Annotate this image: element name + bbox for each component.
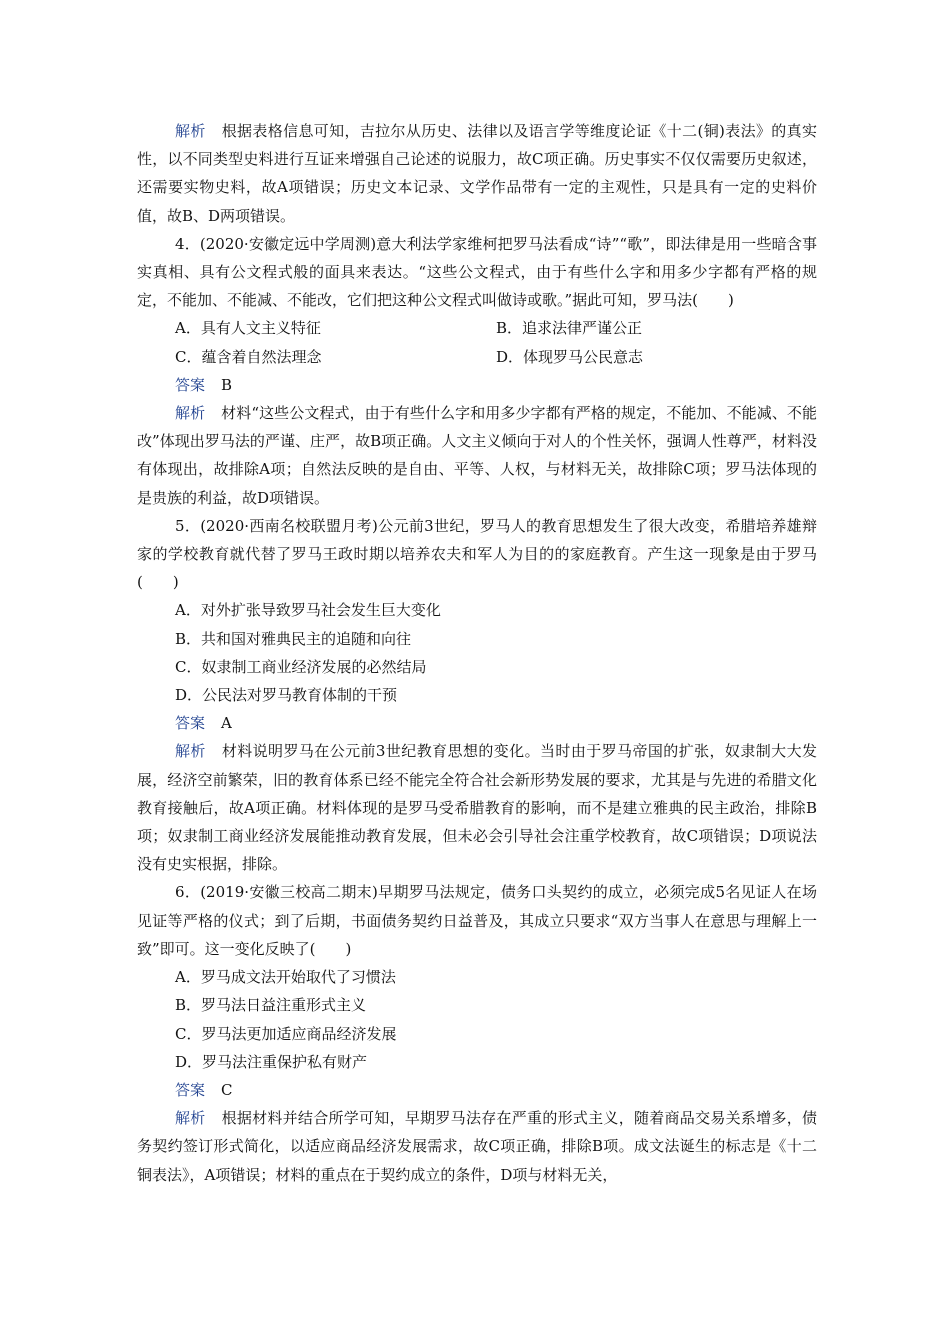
q4-options-row-1: [137, 314, 817, 342]
q4-answer-value: B: [221, 375, 233, 394]
q6-option-c: C．罗马法更加适应商品经济发展: [175, 1024, 397, 1043]
q3-analysis-text: 根据表格信息可知，吉拉尔从历史、法律以及语言学等维度论证《十二(铜)表法》的真实性，以不同类型史料进行互证来增强自己论述的说服力，故C项正确。历史事实不仅仅需要历史叙述，还需要实物史料，故A项错误；历史文本记录、文学作品带有一定的主观性，只是具有一定的史料价值，故B、D两项错误。: [137, 122, 817, 225]
q5-answer: [137, 709, 817, 737]
q6-option-b: B．罗马法日益注重形式主义: [175, 996, 367, 1015]
q6-analysis: [137, 1104, 817, 1189]
q4-analysis-text: 材料“这些公文程式，由于有些什么字和用多少字都有严格的规定，不能加、不能减、不能改”体现出罗马法的严谨、庄严，故B项正确。人文主义倾向于对人的个性关怀，强调人性尊严，材料没有体现出，故排除A项；自然法反映的是自由、平等、人权，与材料无关，故排除C项；罗马法体现的是贵族的利益，故D项错误。: [137, 404, 817, 507]
answer-label: 答案: [175, 1080, 206, 1099]
q6-option-d: D．罗马法注重保护私有财产: [175, 1052, 368, 1071]
analysis-label: 解析: [175, 404, 206, 423]
q5-analysis-text: 材料说明罗马在公元前3世纪教育思想的变化。当时由于罗马帝国的扩张，奴隶制大大发展，经济空前繁荣，旧的教育体系已经不能完全符合社会新形势发展的要求，尤其是与先进的希腊文化教育接触后，故A项正确。材料体现的是罗马受希腊教育的影响，而不是建立雅典的民主政治，排除B项；奴隶制工商业经济发展能推动教育发展，但未必会引导社会注重学校教育，故C项错误；D项说法没有史实根据，排除。: [137, 742, 817, 874]
q4-analysis: [137, 399, 817, 512]
q4-option-c: C．蕴含着自然法理念: [175, 347, 322, 366]
q5-option-a: A．对外扩张导致罗马社会发生巨大变化: [175, 601, 441, 620]
answer-label: 答案: [175, 714, 206, 733]
q5-option-d: D．公民法对罗马教育体制的干预: [175, 686, 398, 705]
q5-answer-value: A: [221, 714, 232, 733]
q6-answer: [137, 1076, 817, 1104]
analysis-label: 解析: [175, 1109, 206, 1128]
q6-answer-value: C: [221, 1080, 233, 1099]
answer-label: 答案: [175, 375, 206, 394]
q3-analysis: [137, 117, 817, 230]
q5-option-c: C．奴隶制工商业经济发展的必然结局: [175, 657, 427, 676]
q5-option-b: B．共和国对雅典民主的追随和向往: [175, 629, 412, 648]
q5-stem: 5．(2020·西南名校联盟月考)公元前3世纪，罗马人的教育思想发生了很大改变，希腊培养雄辩家的学校教育就代替了罗马王政时期以培养农夫和军人为目的的家庭教育。产生这一现象是由于罗马( ): [137, 516, 817, 592]
analysis-label: 解析: [175, 122, 206, 140]
q4-option-a: A．具有人文主义特征: [175, 319, 321, 338]
q4-option-d: D．体现罗马公民意志: [496, 347, 644, 366]
q6-analysis-text: 根据材料并结合所学可知，早期罗马法存在严重的形式主义，随着商品交易关系增多，债务契约签订形式简化，以适应商品经济发展需求，故C项正确，排除B项。成文法诞生的标志是《十二铜表法》，A项错误；材料的重点在于契约成立的条件，D项与材料无关，: [137, 1109, 817, 1184]
q4-stem: 4．(2020·安徽定远中学周测)意大利法学家维柯把罗马法看成“诗”“歌”，即法律是用一些暗含事实真相、具有公文程式般的面具来表达。“这些公文程式，由于有些什么字和用多少字都有严格的规定，不能加、不能减、不能改，它们把这种公文程式叫做诗或歌。”据此可知，罗马法( ): [137, 234, 817, 310]
q4-option-b: B．追求法律严谨公正: [496, 319, 643, 338]
analysis-label: 解析: [175, 742, 206, 761]
q4-answer: [137, 371, 817, 399]
q4-options-row-2: [137, 343, 817, 371]
document-content: [137, 117, 817, 1189]
q6-option-a: A．罗马成文法开始取代了习惯法: [175, 968, 396, 987]
q6-stem: 6．(2019·安徽三校高二期末)早期罗马法规定，债务口头契约的成立，必须完成5名见证人在场见证等严格的仪式；到了后期，书面债务契约日益普及，其成立只要求“双方当事人在意思与理解上一致”即可。这一变化反映了( ): [137, 883, 817, 958]
q5-analysis: [137, 737, 817, 878]
